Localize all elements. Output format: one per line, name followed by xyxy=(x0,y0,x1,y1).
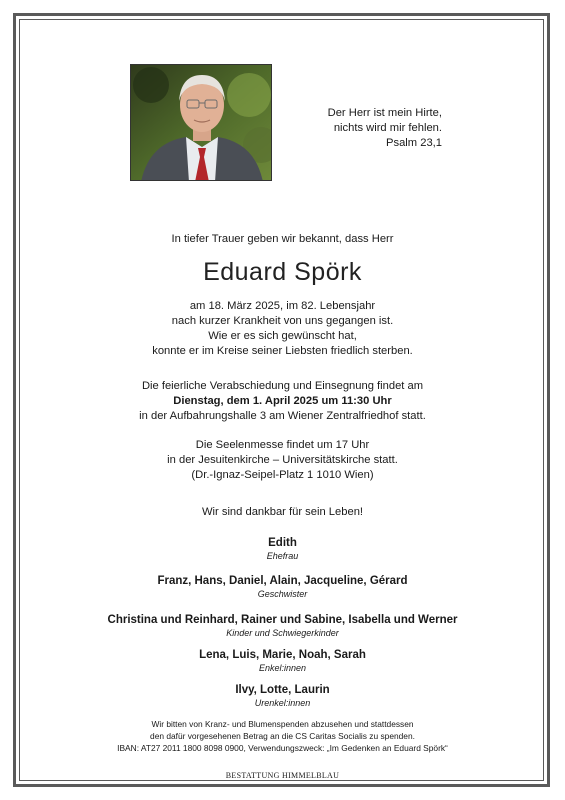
mourner-names: Lena, Luis, Marie, Noah, Sarah xyxy=(199,649,366,661)
mourner-group xyxy=(0,536,565,562)
mourner-role: Geschwister xyxy=(257,589,308,599)
death-line-2: nach kurzer Krankheit von uns gegangen ist. xyxy=(171,315,394,327)
donation-line-1: Wir bitten von Kranz- und Blumenspenden abzusehen und stattdessen xyxy=(151,719,414,729)
mass-line-2: in der Jesuitenkirche – Universitätskirche statt. xyxy=(167,454,398,466)
mass-line-3: (Dr.-Ignaz-Seipel-Platz 1 1010 Wien) xyxy=(191,469,374,481)
mourner-role: Ehefrau xyxy=(266,551,299,561)
mourner-names: Franz, Hans, Daniel, Alain, Jacqueline, Gérard xyxy=(157,575,408,587)
psalm-line-2: nichts wird mir fehlen. xyxy=(333,122,442,134)
thanks-text: Wir sind dankbar für sein Leben! xyxy=(201,506,364,518)
psalm-quote xyxy=(328,106,442,151)
death-line-1: am 18. März 2025, im 82. Lebensjahr xyxy=(189,300,376,312)
donation-notice xyxy=(0,718,565,754)
deceased-name: Eduard Spörk xyxy=(203,258,362,286)
mourner-role: Enkel:innen xyxy=(258,663,307,673)
donation-line-2: den dafür vorgesehenen Betrag an die CS Caritas Socialis zu spenden. xyxy=(150,731,415,741)
mourner-role: Urenkel:innen xyxy=(254,698,311,708)
mourner-role: Kinder und Schwiegerkinder xyxy=(226,628,339,638)
mourner-names: Christina und Reinhard, Rainer und Sabine, Isabella und Werner xyxy=(107,614,458,626)
psalm-reference: Psalm 23,1 xyxy=(386,137,442,149)
farewell-notice xyxy=(0,379,565,424)
psalm-line-1: Der Herr ist mein Hirte, xyxy=(327,107,442,119)
death-notice xyxy=(0,299,565,359)
mass-line-1: Die Seelenmesse findet um 17 Uhr xyxy=(195,439,370,451)
portrait-photo xyxy=(130,64,272,181)
mourner-group xyxy=(0,574,565,600)
undertaker-name: BESTATTUNG HIMMELBLAU xyxy=(225,771,340,780)
mourner-names: Edith xyxy=(268,537,297,549)
mourner-group xyxy=(0,613,565,639)
death-line-3: Wie er es sich gewünscht hat, xyxy=(208,330,357,342)
mass-notice xyxy=(0,438,565,483)
death-line-4: konnte er im Kreise seiner Liebsten friedlich sterben. xyxy=(152,345,413,357)
mourner-group xyxy=(0,648,565,674)
mourner-group xyxy=(0,683,565,709)
intro-text: In tiefer Trauer geben wir bekannt, dass Herr xyxy=(171,233,394,245)
farewell-line-3: in der Aufbahrungshalle 3 am Wiener Zentralfriedhof statt. xyxy=(139,410,426,422)
farewell-date: Dienstag, dem 1. April 2025 um 11:30 Uhr xyxy=(173,395,392,407)
farewell-line-1: Die feierliche Verabschiedung und Einsegnung findet am xyxy=(141,380,424,392)
mourner-names: Ilvy, Lotte, Laurin xyxy=(235,684,330,696)
donation-iban: IBAN: AT27 2011 1800 8098 0900, Verwendungszweck: „Im Gedenken an Eduard Spörk“ xyxy=(117,743,448,753)
